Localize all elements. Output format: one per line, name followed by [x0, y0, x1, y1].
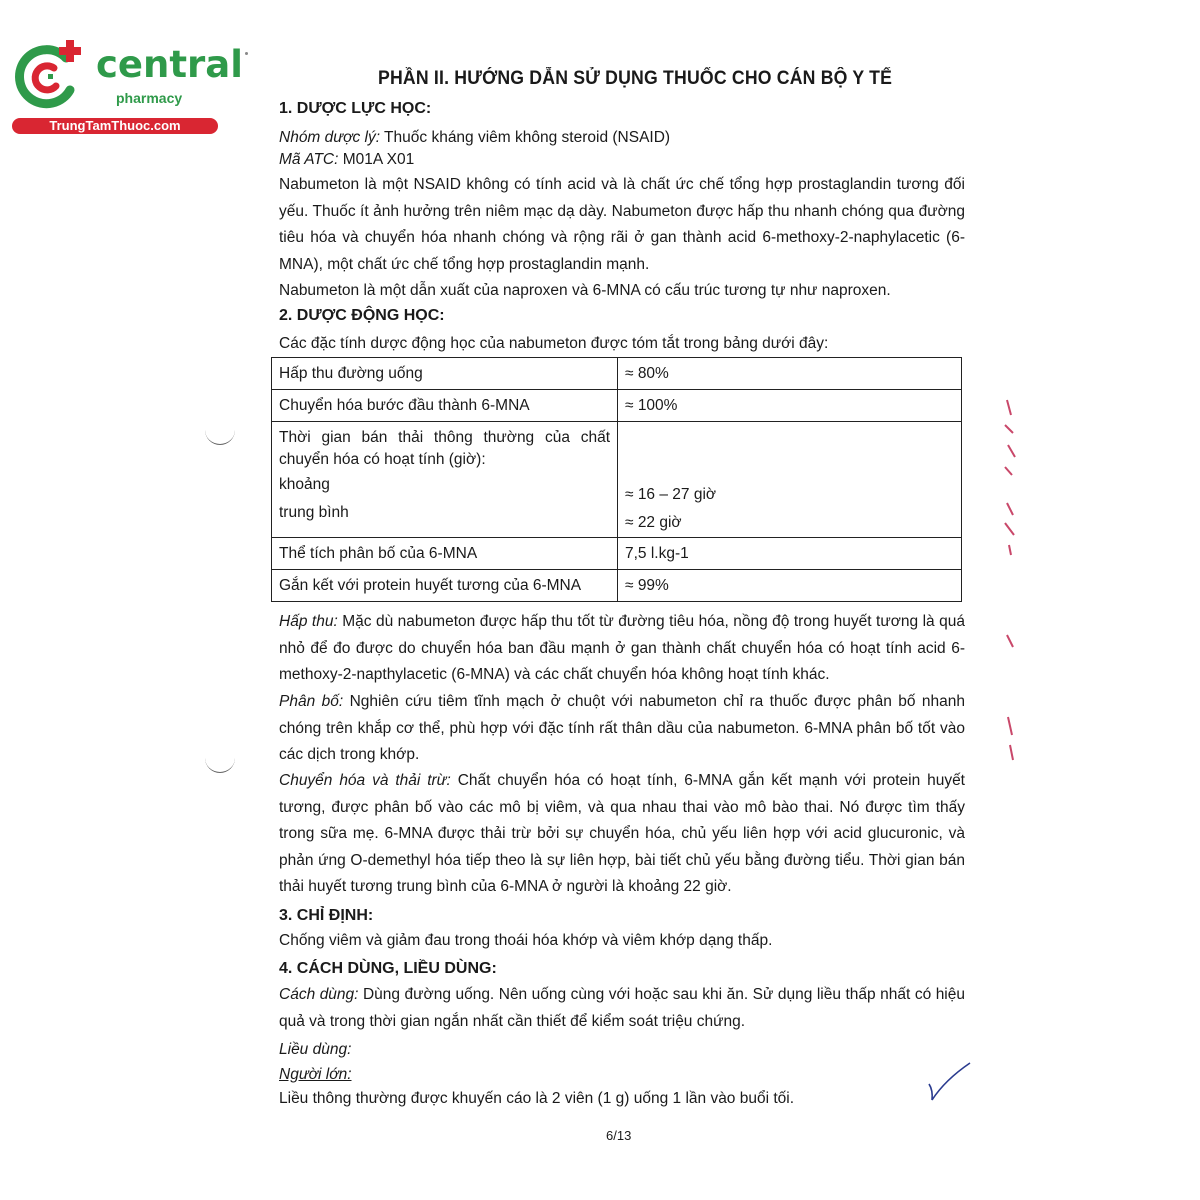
- section-1-heading: 1. DƯỢC LỰC HỌC:: [279, 100, 432, 117]
- section-2-heading: 2. DƯỢC ĐỘNG HỌC:: [279, 307, 445, 324]
- checkmark-icon: [925, 1060, 975, 1105]
- atc-value: M01A X01: [338, 151, 415, 168]
- pharmacokinetics-table: [271, 357, 962, 602]
- usage-label: Cách dùng:: [279, 986, 359, 1003]
- pharmacokinetics-intro: Các đặc tính dược động học của nabumeton được tóm tắt trong bảng dưới đây:: [279, 335, 829, 352]
- logo-site-banner: TrungTamThuoc.com: [12, 118, 218, 134]
- metabolism-label: Chuyển hóa và thải trừ:: [279, 772, 451, 789]
- document-title: PHẦN II. HƯỚNG DẪN SỬ DỤNG THUỐC CHO CÁN BỘ Y TẾ: [378, 68, 893, 89]
- metabolism-paragraph: [279, 768, 965, 901]
- table-cell-key: Gắn kết với protein huyết tương của 6-MNA: [272, 570, 618, 602]
- table-cell-key: [272, 422, 618, 538]
- logo-brand-text: central: [96, 43, 243, 86]
- usage-paragraph: [279, 982, 965, 1035]
- logo-sub-text: pharmacy: [116, 90, 183, 106]
- table-cell-value: ≈ 80%: [618, 358, 962, 390]
- atc-code: [279, 151, 414, 170]
- pharmacodynamics-paragraph-2: Nabumeton là một dẫn xuất của naproxen và 6-MNA có cấu trúc tương tự như naproxen.: [279, 282, 891, 299]
- indication-text: Chống viêm và giảm đau trong thoái hóa khớp và viêm khớp dạng thấp.: [279, 932, 773, 949]
- group-label: Nhóm dược lý:: [279, 129, 381, 146]
- punch-hole-mark: [205, 756, 235, 773]
- half-life-range-label: khoảng: [279, 476, 330, 493]
- table-cell-value: [618, 422, 962, 538]
- table-cell-value: 7,5 l.kg-1: [618, 538, 962, 570]
- scan-speck: [245, 52, 248, 55]
- half-life-mean-value: ≈ 22 giờ: [625, 514, 682, 531]
- half-life-mean-label: trung bình: [279, 504, 349, 521]
- absorption-text: Mặc dù nabumeton được hấp thu tốt từ đường tiêu hóa, nồng độ trong huyết tương là quá nhỏ để đo được do chuyển hóa ban đầu mạnh ở gan thành chất chuyển hóa có hoạt tính acid 6-methoxy-2-napthylacetic (6-MNA) và các chất chuyển hóa không hoạt tính khác.: [279, 613, 965, 683]
- table-cell-key: Thể tích phân bố của 6-MNA: [272, 538, 618, 570]
- distribution-paragraph: [279, 689, 965, 769]
- table-row: [272, 538, 962, 570]
- table-row: [272, 570, 962, 602]
- seal-stamp-fragment: [993, 395, 1023, 765]
- pharmacodynamics-paragraph-1: Nabumeton là một NSAID không có tính acid và là chất ức chế tổng hợp prostaglandin tương đối yếu. Thuốc ít ảnh hưởng trên niêm mạc dạ dày. Nabumeton được hấp thu nhanh chóng qua đường tiêu hóa và chuyển hóa nhanh chóng và rộng rãi ở gan thành acid 6-methoxy-2-naphylacetic (6-MNA), một chất ức chế tổng hợp prostaglandin mạnh.: [279, 176, 965, 273]
- section-3-heading: 3. CHỈ ĐỊNH:: [279, 907, 374, 924]
- table-row: [272, 390, 962, 422]
- adult-label: Người lớn:: [279, 1066, 352, 1083]
- half-life-range-value: ≈ 16 – 27 giờ: [625, 486, 717, 503]
- section-4-heading: 4. CÁCH DÙNG, LIỀU DÙNG:: [279, 960, 497, 977]
- adult-dosage-text: Liều thông thường được khuyến cáo là 2 viên (1 g) uống 1 lần vào buổi tối.: [279, 1090, 795, 1107]
- table-cell-value: ≈ 100%: [618, 390, 962, 422]
- table-cell-key: Hấp thu đường uống: [272, 358, 618, 390]
- table-cell-value: ≈ 99%: [618, 570, 962, 602]
- central-pharmacy-logo-icon: [10, 38, 90, 118]
- half-life-label: Thời gian bán thải thông thường của chất chuyển hóa có hoạt tính (giờ):: [279, 429, 610, 468]
- distribution-text: Nghiên cứu tiêm tĩnh mạch ở chuột với nabumeton chỉ ra thuốc được phân bố nhanh chóng trên khắp cơ thể, phù hợp với đặc tính rất thân dầu của nabumeton. 6-MNA phân bố tốt vào các dịch trong khớp.: [279, 693, 965, 763]
- brand-logo: [10, 38, 243, 138]
- table-row: [272, 422, 962, 538]
- metabolism-text: Chất chuyển hóa có hoạt tính, 6-MNA gắn kết mạnh với protein huyết tương, được phân bố vào các mô bị viêm, và qua nhau thai vào mô bào thai. Nó được tìm thấy trong sữa mẹ. 6-MNA được thải trừ bởi sự chuyển hóa, chủ yếu liên hợp với acid glucuronic, và phản ứng O-demethyl hóa tiếp theo là sự liên hợp, bài tiết chủ yếu bằng đường tiểu. Thời gian bán thải huyết tương trung bình của 6-MNA ở người là khoảng 22 giờ.: [279, 772, 965, 895]
- dosage-label: Liều dùng:: [279, 1041, 352, 1058]
- group-value: Thuốc kháng viêm không steroid (NSAID): [380, 129, 671, 146]
- table-cell-key: Chuyển hóa bước đầu thành 6-MNA: [272, 390, 618, 422]
- distribution-label: Phân bố:: [279, 693, 344, 710]
- punch-hole-mark: [205, 428, 235, 445]
- page-number: 6/13: [606, 1128, 632, 1143]
- table-row: [272, 358, 962, 390]
- pharmacological-group: [279, 129, 670, 148]
- absorption-paragraph: [279, 609, 965, 689]
- absorption-label: Hấp thu:: [279, 613, 338, 630]
- atc-label: Mã ATC:: [279, 151, 339, 168]
- usage-text: Dùng đường uống. Nên uống cùng với hoặc sau khi ăn. Sử dụng liều thấp nhất có hiệu quả và trong thời gian ngắn nhất cần thiết để kiểm soát triệu chứng.: [279, 986, 965, 1030]
